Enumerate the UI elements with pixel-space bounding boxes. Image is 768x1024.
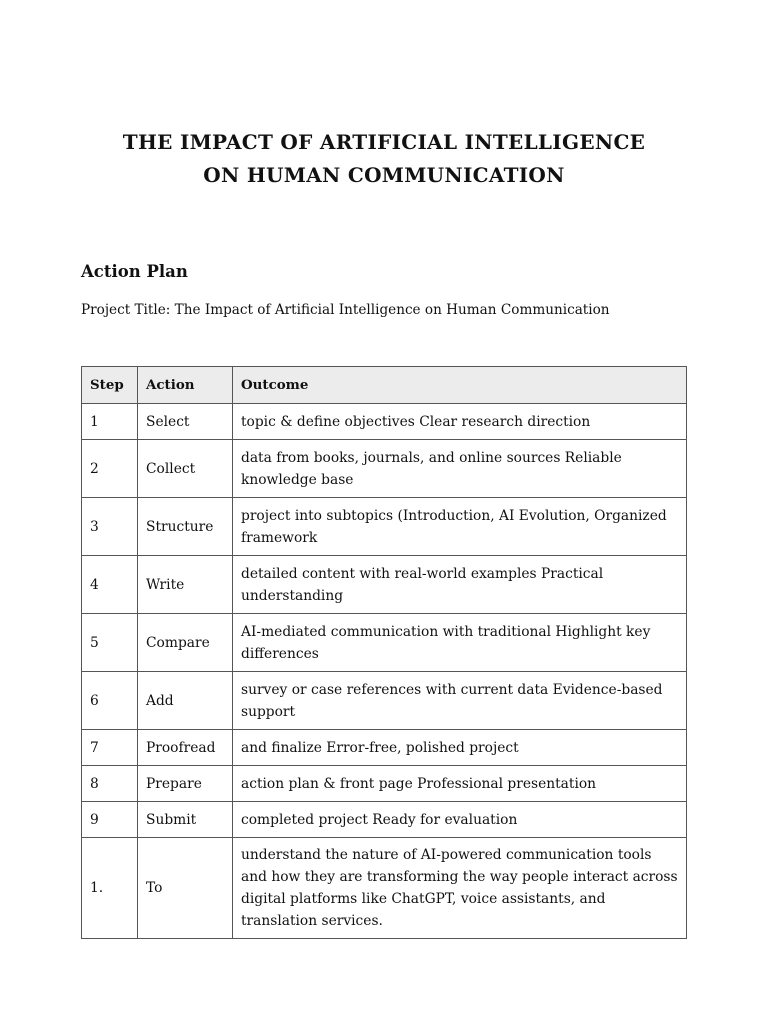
cell-action: Add <box>138 672 233 730</box>
project-title-line: Project Title: The Impact of Artificial Intelligence on Human Communication <box>81 302 610 318</box>
cell-action: Submit <box>138 802 233 838</box>
cell-action: Prepare <box>138 766 233 802</box>
table-row <box>82 672 687 730</box>
table-row <box>82 498 687 556</box>
document-title <box>0 126 768 192</box>
section-heading: Action Plan <box>81 262 188 281</box>
cell-outcome: action plan & front page Professional presentation <box>233 766 687 802</box>
table-row <box>82 556 687 614</box>
header-action: Action <box>138 367 233 404</box>
table-row <box>82 404 687 440</box>
title-line-2: ON HUMAN COMMUNICATION <box>203 163 565 187</box>
cell-outcome: completed project Ready for evaluation <box>233 802 687 838</box>
cell-outcome: data from books, journals, and online sources Reliable knowledge base <box>233 440 687 498</box>
cell-outcome: AI-mediated communication with traditional Highlight key differences <box>233 614 687 672</box>
cell-step: 6 <box>82 672 138 730</box>
cell-action: Compare <box>138 614 233 672</box>
cell-step: 4 <box>82 556 138 614</box>
header-outcome: Outcome <box>233 367 687 404</box>
cell-step: 1 <box>82 404 138 440</box>
action-plan-table <box>81 366 687 939</box>
cell-step: 2 <box>82 440 138 498</box>
header-step: Step <box>82 367 138 404</box>
cell-action: Write <box>138 556 233 614</box>
table-row <box>82 730 687 766</box>
table-row <box>82 802 687 838</box>
cell-action: Collect <box>138 440 233 498</box>
table-row <box>82 614 687 672</box>
cell-outcome: topic & define objectives Clear research direction <box>233 404 687 440</box>
table-header-row <box>82 367 687 404</box>
cell-action: To <box>138 838 233 939</box>
cell-outcome: understand the nature of AI-powered communication tools and how they are transforming the way people interact across digital platforms like ChatGPT, voice assistants, and translation services. <box>233 838 687 939</box>
cell-step: 7 <box>82 730 138 766</box>
title-line-1: THE IMPACT OF ARTIFICIAL INTELLIGENCE <box>122 130 646 154</box>
cell-step: 9 <box>82 802 138 838</box>
table-row <box>82 440 687 498</box>
cell-step: 8 <box>82 766 138 802</box>
cell-action: Proofread <box>138 730 233 766</box>
cell-action: Structure <box>138 498 233 556</box>
cell-outcome: project into subtopics (Introduction, AI Evolution, Organized framework <box>233 498 687 556</box>
cell-action: Select <box>138 404 233 440</box>
cell-outcome: and finalize Error-free, polished project <box>233 730 687 766</box>
cell-step: 5 <box>82 614 138 672</box>
cell-outcome: detailed content with real-world examples Practical understanding <box>233 556 687 614</box>
cell-step: 3 <box>82 498 138 556</box>
cell-outcome: survey or case references with current data Evidence-based support <box>233 672 687 730</box>
table-row <box>82 838 687 939</box>
cell-step: 1. <box>82 838 138 939</box>
table-row <box>82 766 687 802</box>
